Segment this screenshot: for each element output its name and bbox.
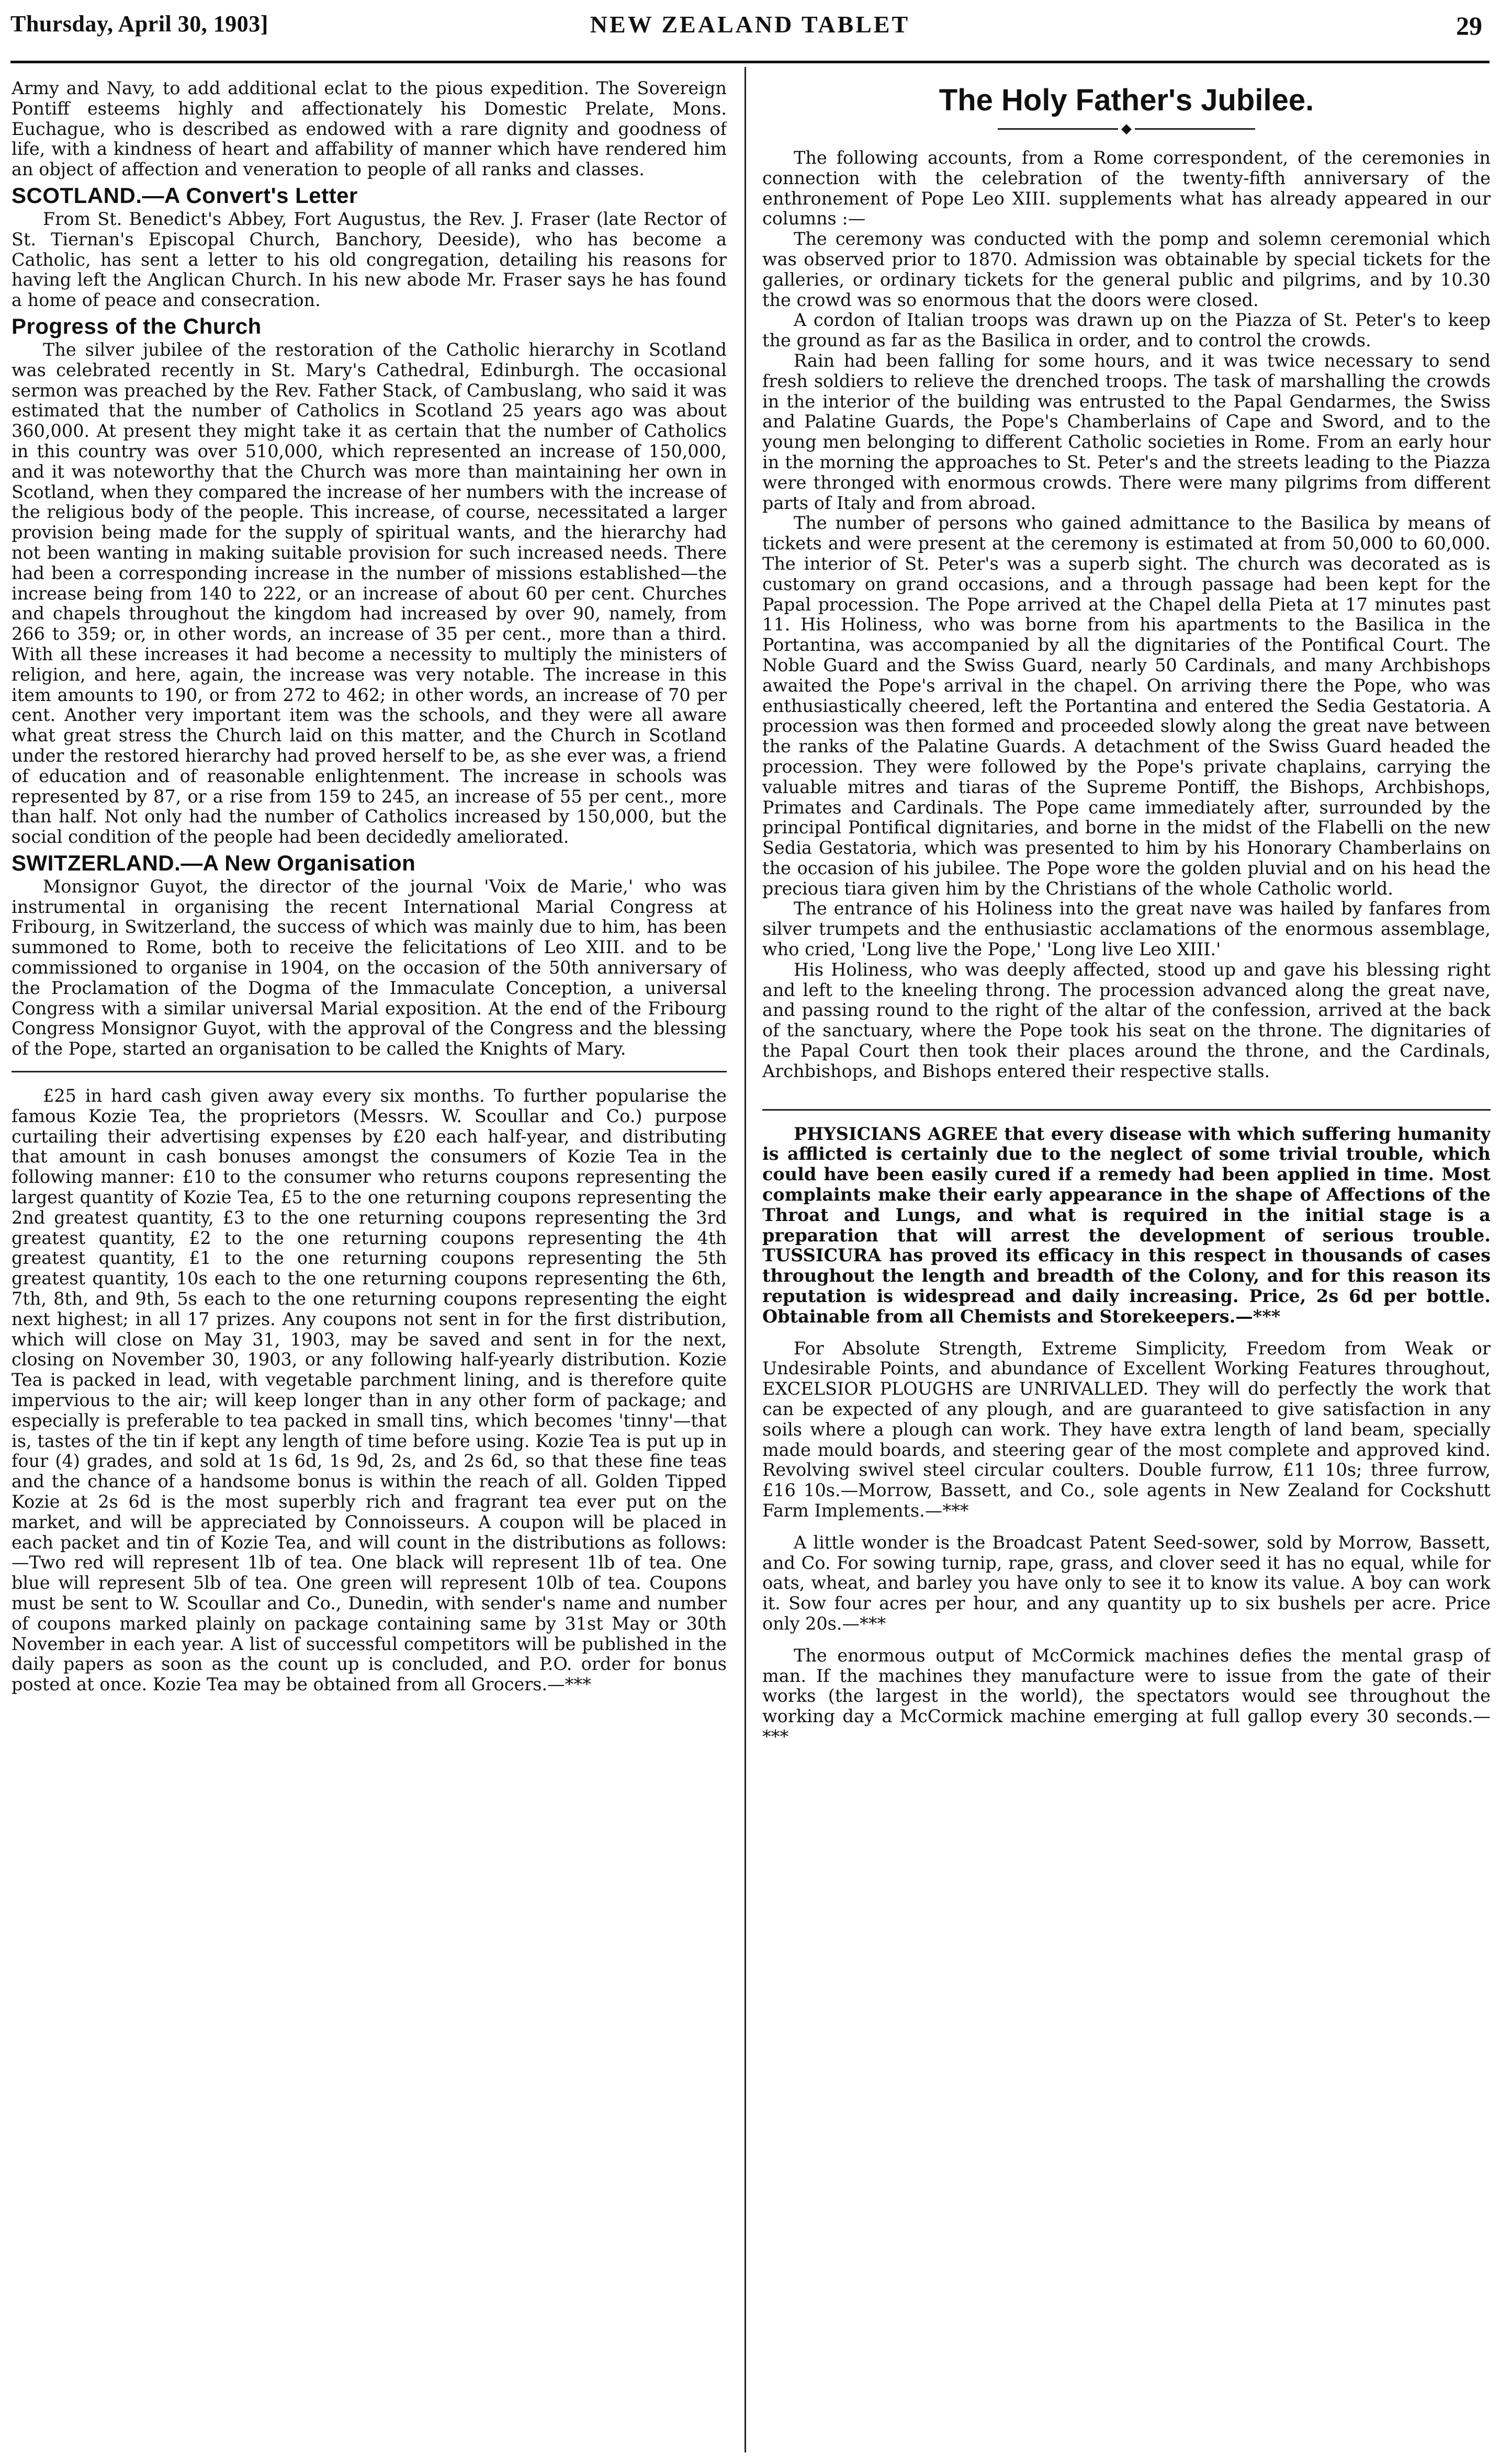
kozie-tea-advert: £25 in hard cash given away every six months. To further popularise the famous Kozie Tea, the proprietors (Messrs. W. Scoullar and Co.) purpose curtailing their advertising expenses by £20 each half-year, and distributing that amount in cash bonuses amongst the consumers of Kozie Tea in the following manner: £10 to the consumer who returns coupons representing the largest quantity of Kozie Tea, £5 to the one returning coupons representing the 2nd greatest quantity, £3 to the one returning coupons representing the 3rd greatest quantity, £2 to the one returning coupons representing the 4th greatest quantity, £1 to the one returning coupons representing the 5th greatest quantity, 10s each to the one returning coupons representing the 6th, 7th, 8th, and 9th, 5s each to the one returning coupons representing the eight next highest; in all 17 prizes. Any coupons not sent in for the first distribution, which will close on May 31, 1903, may be saved and sent in for the next, closing on November 30, 1903, or any following half-yearly distribution. Kozie Tea is packed in lead, with vegetable parchment lining, and is therefore quite impervious to the air; will keep longer than in any other form of package; and especially is preferable to tea packed in small tins, which becomes 'tinny'—that is, tastes of the tin if kept any length of time before using. Kozie Tea is put up in four (4) grades, and sold at 1s 6d, 1s 9d, 2s, and 2s 6d, so that these fine teas and the chance of a handsome bonus is within the reach of all. Golden Tipped Kozie at 2s 6d is the most superbly rich and fragrant tea ever put on the market, and will be appreciated by Connoisseurs. A coupon will be placed in each packet and tin of Kozie Tea, and will count in the distributions as follows:—Two red will represent 1lb of tea. One black will represent 1lb of tea. One blue will represent 5lb of tea. One green will represent 10lb of tea. Coupons must be sent to W. Scoullar and Co., Dunedin, with sender's name and number of coupons marked plainly on package containing same by 31st May or 30th November in each year. A list of successful competitors will be published in the daily papers as soon as the count up is concluded, and P.O. order for bonus posted at once. Kozie Tea may be obtained from all Grocers.—*** [12, 1086, 727, 1695]
left-column [12, 78, 727, 2454]
header-rule [10, 61, 1490, 63]
jubilee-paragraph-2: The ceremony was conducted with the pomp and solemn ceremonial which was observed prior to 1870. Admission was obtainable by special tickets for the galleries, or ordinary tickets for the general public and pilgrims, and by 10.30 the crowd was so enormous that the doors were closed. [762, 229, 1491, 310]
scotland-heading: SCOTLAND.—A Convert's Letter [12, 183, 358, 208]
switzerland-article: Monsignor Guyot, the director of the journal 'Voix de Marie,' who was instrumental in organising the recent International Marial Congress at Fribourg, in Switzerland, the success of which was mainly due to him, has been summoned to Rome, both to receive the felicitations of Leo XIII. and to be commissioned to organise in 1904, on the occasion of the 50th anniversary of the Proclamation of the Dogma of the Immaculate Conception, a universal Congress with a similar universal Marial exposition. At the end of the Fribourg Congress Monsignor Guyot, with the approval of the Congress and the blessing of the Pope, started an organisation to be called the Knights of Mary. [12, 876, 727, 1059]
column-divider [745, 67, 746, 2452]
jubilee-paragraph-4: Rain had been falling for some hours, and it was twice necessary to send fresh soldiers to relieve the drenched troops. The task of marshalling the crowds in the interior of the building was entrusted to the Papal Gendarmes, the Swiss and Palatine Guards, the Pope's Chamberlains of Cape and Sword, and to the young men belonging to different Catholic societies in Rome. From an early hour in the morning the approaches to St. Peter's and the streets leading to the Piazza were thronged with enormous crowds. There were many pilgrims from different parts of Italy and from abroad. [762, 350, 1491, 513]
jubilee-title: The Holy Father's Jubilee. [939, 83, 1314, 117]
right-column [762, 78, 1491, 2454]
tussicura-text: PHYSICIANS AGREE that every disease with which suffering humanity is afflicted is certainly due to the neglect of some trivial trouble, which could have been easily cured if a remedy had been applied in time. Most complaints make their early appearance in the shape of Affections of the Throat and Lungs, and what is required in the initial stage is a preparation that will arrest the development of serious trouble. TUSSICURA has proved its efficacy in this respect in thousands of cases throughout the length and breadth of the Colony, and for this reason its reputation is widespread and daily increasing. Price, 2s 6d per bottle. Obtainable from all Chemists and Storekeepers.—*** [762, 1123, 1491, 1327]
page-number: 29 [1456, 11, 1482, 40]
running-header [10, 4, 1490, 66]
jubilee-paragraph-3: A cordon of Italian troops was drawn up on the Piazza of St. Peter's to keep the ground as far as the Basilica in order, and to control the crowds. [762, 310, 1491, 351]
scotland-article: From St. Benedict's Abbey, Fort Augustus, the Rev. J. Fraser (late Rector of St. Tiernan's Episcopal Church, Banchory, Deeside), who has become a Catholic, has sent a letter to his old congregation, detailing his reasons for having left the Anglican Church. In his new abode Mr. Fraser says he has found a home of peace and consecration. [12, 208, 727, 311]
mccormick-advert: The enormous output of McCormick machines defies the mental grasp of man. If the machines they manufacture were to issue from the gate of their works (the largest in the world), the spectators would see throughout the working day a McCormick machine emerging at full gallop every 30 seconds.—*** [762, 1645, 1491, 1747]
seed-sower-advert: A little wonder is the Broadcast Patent Seed-sower, sold by Morrow, Bassett, and Co. For sowing turnip, rape, grass, and clover seed it has no equal, while for oats, wheat, and barley you have only to see it to know its value. A boy can work it. Sow four acres per hour, and any quantity up to six bushels per acre. Price only 20s.—*** [762, 1532, 1491, 1634]
jubilee-paragraph-7: His Holiness, who was deeply affected, stood up and gave his blessing right and left to the kneeling throng. The procession advanced along the great nave, and passing round to the right of the altar of the confession, arrived at the back of the sanctuary, where the Pope took his seat on the throne. The dignitaries of the Papal Court then took their places around the throne, and the Cardinals, Archbishops, and Bishops entered their respective stalls. [762, 959, 1491, 1081]
title-ornament: ◆ [762, 120, 1491, 137]
jubilee-paragraph-1: The following accounts, from a Rome correspondent, of the ceremonies in connection with the celebration of the twenty-fifth anniversary of the enthronement of Pope Leo XIII. supplements what has already appeared in our columns :— [762, 148, 1491, 229]
physicians-advert [762, 1124, 1491, 1327]
progress-heading: Progress of the Church [12, 313, 262, 338]
jubilee-paragraph-6: The entrance of his Holiness into the great nave was hailed by fanfares from silver trumpets and the enthusiastic acclamations of the enormous assemblage, who cried, 'Long live the Pope,' 'Long live Leo XIII.' [762, 898, 1491, 960]
publication-title: NEW ZEALAND TABLET [590, 11, 910, 38]
ploughs-advert: For Absolute Strength, Extreme Simplicity, Freedom from Weak or Undesirable Points, and abundance of Excellent Working Features throughout, EXCELSIOR PLOUGHS are UNRIVALLED. They will do perfectly the work that can be expected of any plough, and are guaranteed to give satisfaction in any soils where a plough can work. They have extra length of land beam, specially made mould boards, and steering gear of the most complete and approved kind. Revolving swivel steel circular coulters. Double furrow, £11 10s; three furrow, £16 10s.—Morrow, Bassett, and Co., sole agents in New Zealand for Cockshutt Farm Implements.—*** [762, 1338, 1491, 1521]
advert-rule [762, 1109, 1491, 1111]
progress-article: The silver jubilee of the restoration of the Catholic hierarchy in Scotland was celebrated recently in St. Mary's Cathedral, Edinburgh. The occasional sermon was preached by the Rev. Father Stack, of Cambuslang, who said it was estimated that the number of Catholics in Scotland 25 years ago was about 360,000. At present they might take it as certain that the number of Catholics in this country was over 510,000, which represented an increase of 150,000, and it was noteworthy that the Church was more than maintaining her own in Scotland, when they compared the increase of her numbers with the increase of the religious body of the people. This increase, of course, necessitated a larger provision being made for the supply of spiritual wants, and the hierarchy had not been wanting in making suitable provision for such increased needs. There had been a corresponding increase in the number of missions established—the increase being from 140 to 222, or an increase of about 60 per cent. Churches and chapels throughout the kingdom had increased by over 90, namely, from 266 to 359; or, in other words, an increase of 35 per cent., more than a third. With all these increases it had become a necessity to multiply the ministers of religion, and here, again, the increase was very notable. The increase in this item amounts to 190, or from 272 to 462; in other words, an increase of 70 per cent. Another very important item was the schools, and they were all aware what great stress the Church laid on this matter, and the Church in Scotland under the restored hierarchy had proved herself to be, as she ever was, a friend of education and of reasonable enlightenment. The increase in schools was represented by 87, or a rise from 159 to 245, an increase of 55 per cent., more than half. Not only had the number of Catholics increased by 150,000, but the social condition of the people had been decidedly ameliorated. [12, 339, 727, 847]
jubilee-paragraph-5: The number of persons who gained admittance to the Basilica by means of tickets and were present at the ceremony is estimated at from 50,000 to 60,000. The interior of St. Peter's was a superb sight. The church was decorated as is customary on grand occasions, and a through passage had been kept for the Papal procession. The Pope arrived at the Chapel della Pieta at 17 minutes past 11. His Holiness, who was borne from his apartments to the Basilica in the Portantina, was accompanied by all the dignitaries of the Pontifical Court. The Noble Guard and the Swiss Guard, nearly 50 Cardinals, and many Archbishops awaited the Pope's arrival in the chapel. On arriving there the Pope, who was enthusiastically cheered, left the Portantina and entered the Sedia Gestatoria. A procession was then formed and proceeded slowly along the great nave between the ranks of the Palatine Guards. A detachment of the Swiss Guard headed the procession. They were followed by the Pope's private chaplains, carrying the valuable mitres and tiaras of the Supreme Pontiff, the Bishops, Archbishops, Primates and Cardinals. The Pope came immediately after, surrounded by the principal Pontifical dignitaries, and borne in the midst of the Flabelli on the new Sedia Gestatoria, which was presented to him by his Honorary Chamberlains on the occasion of his jubilee. The Pope wore the golden pluvial and on his head the precious tiara given him by the Christians of the whole Catholic world. [762, 513, 1491, 899]
switzerland-heading: SWITZERLAND.—A New Organisation [12, 850, 416, 875]
continued-paragraph: Army and Navy, to add additional eclat to the pious expedition. The Sovereign Pontiff esteems highly and affectionately his Domestic Prelate, Mons. Euchague, who is described as endowed with a rare dignity and goodness of life, with a kindness of heart and affability of manner which have rendered him an object of affection and veneration to people of all ranks and classes. [12, 78, 727, 180]
section-rule [12, 1071, 727, 1072]
issue-date: Thursday, April 30, 1903] [10, 11, 268, 37]
